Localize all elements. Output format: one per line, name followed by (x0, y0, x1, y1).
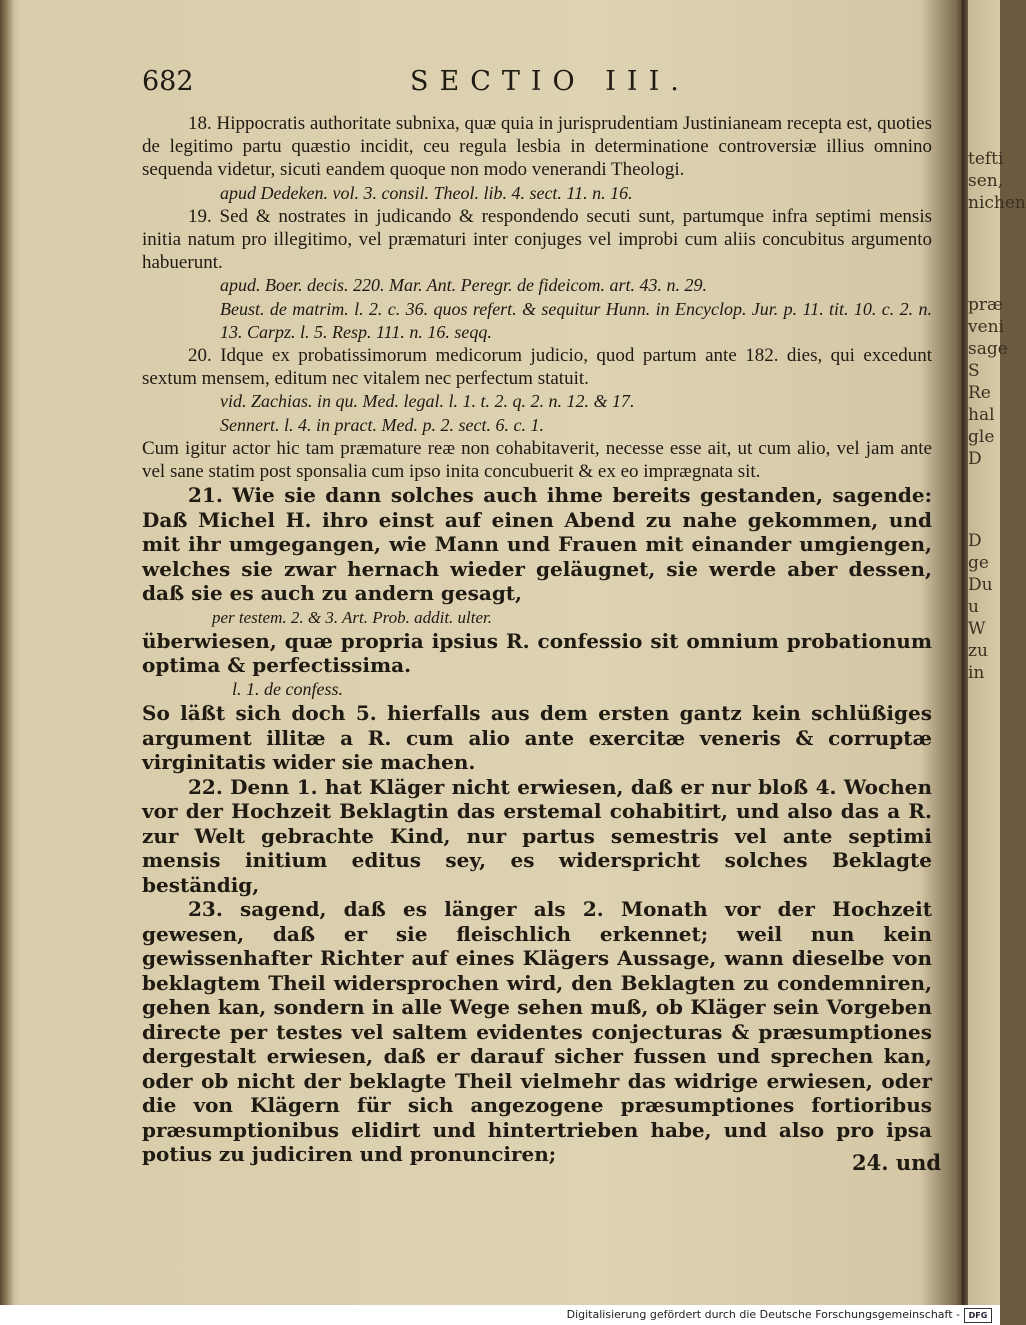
adjacent-fragment: sage (968, 339, 1008, 359)
running-header (142, 66, 932, 102)
citation: Beust. de matrim. l. 2. c. 36. quos refert. & sequitur Hunn. in Encyclop. Jur. p. 11. tit. 10. c. 2. n. 13. Carpz. l. 5. Resp. 111. n. 16. seqq. (220, 298, 932, 342)
page-body (142, 112, 932, 1167)
adjacent-fragment: præ (968, 295, 1003, 315)
citation: apud Dedeken. vol. 3. consil. Theol. lib. 4. sect. 11. n. 16. (220, 182, 633, 203)
citation: l. 1. de confess. (232, 678, 343, 699)
adjacent-fragment: in (968, 663, 985, 683)
adjacent-fragment: ge (968, 553, 989, 573)
paragraph-20: 20. Idque ex probatissimorum medicorum judicio, quod partum ante 182. dies, qui excedunt sextum mensem, editum nec vitalem nec perfectum statuit. (142, 345, 932, 390)
citation: per testem. 2. & 3. Art. Prob. addit. ulter. (212, 607, 493, 627)
dfg-logo: DFG (964, 1308, 992, 1323)
paragraph-continuation: überwiesen, quæ propria ipsius R. confessio sit omnium probationum optima & perfectissima. (142, 628, 932, 678)
adjacent-fragment: tefti (968, 149, 1004, 169)
paragraph-22: 22. Denn 1. hat Kläger nicht erwiesen, daß er nur bloß 4. Wochen vor der Hochzeit Beklagtin das erstemal cohabitirt, und also das a R. zur Welt gebrachte Kind, nur partus semestris vel ante septimi mensis initium editus sey, es widerspricht solches Beklagte beständig, (142, 774, 932, 897)
adjacent-fragment: veni (968, 317, 1005, 337)
section-title: SECTIO III. (410, 66, 690, 97)
paragraph-21: 21. Wie sie dann solches auch ihme bereits gestanden, sagende: Daß Michel H. ihro einst auf einen Abend zu nahe gekommen, und mit ihr umgegangen, wie Mann und Frauen mit einander umgiengen, welches sie zwar hernach wieder geläugnet, sie werde aber dessen, daß sie es auch zu andern gesagt, (142, 483, 932, 606)
citation: apud. Boer. decis. 220. Mar. Ant. Peregr. de fideicom. art. 43. n. 29. (220, 275, 707, 296)
adjacent-fragment: S (968, 361, 980, 381)
digitization-footer (0, 1305, 1000, 1325)
footer-credit: Digitalisierung gefördert durch die Deutsche Forschungsgemeinschaft - (566, 1308, 960, 1321)
paragraph-conclusion: Cum igitur actor hic tam præmature reæ non cohabitaverit, necesse esse ait, ut cum alio, vel jam ante vel sane statim post sponsalia cum ipso inita concubuerit & ex eo imprægnata sit. (142, 437, 932, 483)
adjacent-fragment: nichen (968, 193, 1026, 213)
citation: Sennert. l. 4. in pract. Med. p. 2. sect. 6. c. 1. (220, 414, 544, 435)
adjacent-fragment: W (968, 619, 986, 639)
adjacent-fragment: sen, (968, 171, 1004, 191)
adjacent-fragment: gle (968, 427, 995, 447)
citation: vid. Zachias. in qu. Med. legal. l. 1. t. 2. q. 2. n. 12. & 17. (220, 391, 635, 412)
adjacent-fragment: zu (968, 641, 988, 661)
adjacent-page-strip (968, 0, 1026, 1305)
paragraph-argument: So läßt sich doch 5. hierfalls aus dem ersten gantz kein schlüßiges argument illitæ a R. cum alio ante exercitæ veneris & corruptæ virginitatis wider sie machen. (142, 701, 932, 775)
paragraph-19: 19. Sed & nostrates in judicando & respondendo secuti sunt, partumque infra septimi mensis initia natum pro illegitimo, vel præmaturi inter conjuges vel improbi cum aliis concubitus argumento habuerunt. (142, 205, 932, 274)
paragraph-23: 23. sagend, daß es länger als 2. Monath vor der Hochzeit gewesen, daß er sie fleischlich erkennet; weil nun kein gewissenhafter Richter auf eines Klägers Aussage, wann dieselbe von beklagtem Theil widersprochen wird, den Beklagten zu condemniren, gehen kan, sondern in alle Wege sehen muß, ob Kläger sein Vorgeben directe per testes vel saltem evidentes conjecturas & præsumptiones dergestalt erwiesen, daß er darauf sicher fussen und sprechen kan, oder ob nicht der beklagte Theil vielmehr das widrige erwiesen, oder die von Klägern für sich angezogene præsumptiones fortioribus præsumptionibus elidirt und hintertrieben habe, und also pro ipsa potius zu judiciren und pronunciren; (142, 897, 932, 1167)
catchword: 24. und (852, 1150, 942, 1175)
adjacent-fragment: u (968, 597, 979, 617)
paragraph-18: 18. Hippocratis authoritate subnixa, quæ quia in jurisprudentiam Justinianeam recepta est, quoties de legitimo partu quæstio incidit, ceu regula lesbia in determinatione controversiæ illius omnino sequenda videtur, sicuti eandem quoque non modo venerandi Theologi. (142, 113, 932, 181)
adjacent-fragment: Re (968, 383, 991, 403)
page-number: 682 (142, 66, 194, 97)
adjacent-fragment: Du (968, 575, 993, 595)
adjacent-fragment: D (968, 531, 982, 551)
adjacent-fragment: hal (968, 405, 995, 425)
adjacent-fragment: D (968, 449, 982, 469)
